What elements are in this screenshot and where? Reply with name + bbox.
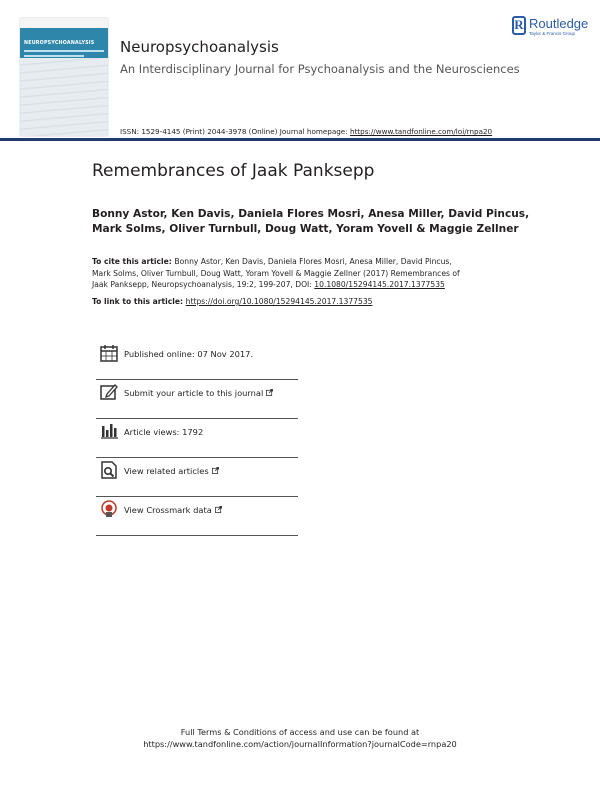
edit-icon	[100, 383, 118, 401]
author-list	[92, 207, 532, 237]
article-info-list	[96, 341, 298, 536]
link-label: To link to this article:	[92, 297, 186, 306]
bar-chart-icon	[100, 422, 118, 440]
external-link-icon	[215, 506, 222, 513]
cover-subtitle-line	[24, 55, 84, 57]
related-articles-link[interactable]	[124, 466, 219, 476]
crossmark-link[interactable]	[124, 505, 222, 515]
submit-article-row[interactable]	[96, 380, 298, 419]
terms-footer	[0, 726, 600, 750]
crossmark-row[interactable]	[96, 497, 298, 536]
external-link-icon	[266, 389, 273, 396]
article-views: Article views: 1792	[124, 427, 204, 437]
crossmark-label: View Crossmark data	[124, 505, 212, 515]
related-articles-row[interactable]	[96, 458, 298, 497]
journal-subtitle: An Interdisciplinary Journal for Psychoanalysis and the Neurosciences	[120, 62, 520, 76]
journal-homepage-link[interactable]: https://www.tandfonline.com/loi/rnpa20	[349, 127, 493, 136]
published-date: Published online: 07 Nov 2017.	[124, 349, 254, 359]
cover-subtitle-line	[24, 50, 104, 52]
publisher-name: Routledge	[529, 16, 589, 31]
external-link-icon	[212, 467, 219, 474]
submit-article-link[interactable]	[124, 388, 273, 398]
terms-link[interactable]: https://www.tandfonline.com/action/journalInformation?journalCode=rnpa20	[143, 739, 457, 749]
cite-line: Mark Solms, Oliver Turnbull, Doug Watt, Yoram Yovell & Maggie Zellner (2017) Remembrances of	[92, 268, 460, 278]
cite-line: Bonny Astor, Ken Davis, Daniela Flores Mosri, Anesa Miller, David Pincus,	[174, 257, 452, 266]
submit-article-label: Submit your article to this journal	[124, 388, 264, 398]
crossmark-icon	[100, 500, 118, 518]
search-document-icon	[100, 461, 118, 479]
routledge-logo-icon: R	[512, 16, 526, 35]
calendar-icon	[100, 344, 118, 362]
author-line: Mark Solms, Oliver Turnbull, Doug Watt, Yoram Yovell & Maggie Zellner	[92, 223, 519, 235]
author-line: Bonny Astor, Ken Davis, Daniela Flores Mosri, Anesa Miller, David Pincus,	[92, 208, 530, 220]
article-link-block	[92, 296, 522, 307]
journal-cover-image	[20, 18, 108, 136]
doi-link[interactable]: 10.1080/15294145.2017.1377535	[314, 280, 445, 289]
publisher-tagline: Taylor & Francis Group	[529, 31, 576, 36]
citation-block	[92, 256, 522, 291]
cover-top-strip	[20, 18, 108, 28]
header-divider	[0, 138, 600, 141]
article-title: Remembrances of Jaak Panksepp	[92, 161, 375, 181]
journal-title: Neuropsychoanalysis	[120, 38, 279, 56]
cite-line: Jaak Panksepp, Neuropsychoanalysis, 19:2, 199-207, DOI:	[92, 280, 315, 289]
cover-artwork	[20, 58, 108, 136]
cite-label: To cite this article:	[92, 257, 175, 266]
related-articles-label: View related articles	[124, 466, 209, 476]
cover-title-band	[20, 28, 108, 58]
article-url-link[interactable]: https://doi.org/10.1080/15294145.2017.1377535	[185, 297, 373, 306]
footer-text: Full Terms & Conditions of access and use can be found at	[180, 727, 420, 737]
cover-journal-name: NEUROPSYCHOANALYSIS	[24, 41, 95, 46]
published-row	[96, 341, 298, 380]
issn-text: ISSN: 1529-4145 (Print) 2044-3978 (Online) Journal homepage:	[120, 127, 350, 136]
issn-line	[120, 127, 492, 136]
views-row	[96, 419, 298, 458]
